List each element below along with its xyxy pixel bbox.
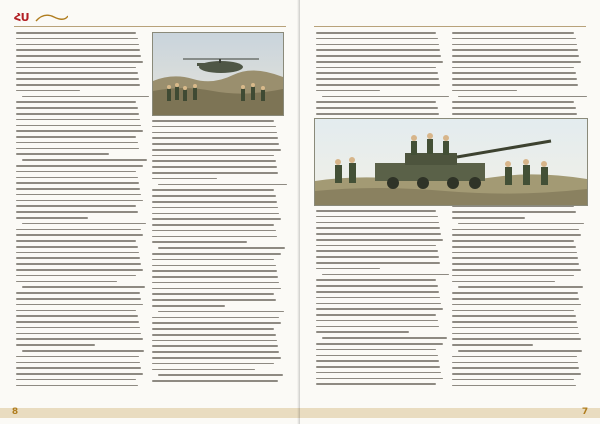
text-line	[16, 107, 138, 109]
text-line	[316, 210, 436, 212]
text-line	[152, 299, 276, 301]
text-line	[16, 338, 143, 340]
text-line	[16, 304, 143, 306]
text-line	[152, 363, 274, 365]
text-line	[152, 160, 276, 162]
text-line	[16, 101, 136, 103]
article-column	[316, 210, 444, 392]
text-line	[16, 130, 143, 132]
text-line	[152, 305, 225, 307]
text-line	[16, 61, 143, 63]
text-line	[452, 321, 577, 323]
text-line	[316, 55, 441, 57]
text-line	[316, 366, 440, 368]
text-line	[452, 263, 579, 265]
text-line	[458, 223, 584, 225]
text-line	[452, 90, 517, 92]
text-line	[452, 61, 581, 63]
text-line	[452, 234, 581, 236]
text-line	[16, 49, 140, 51]
text-line	[152, 334, 276, 336]
text-line	[152, 195, 276, 197]
text-line	[16, 113, 139, 115]
text-line	[152, 322, 281, 324]
text-line	[16, 211, 138, 213]
text-line	[316, 326, 439, 328]
page-number: 8	[11, 407, 19, 417]
text-line	[152, 126, 276, 128]
text-line	[458, 286, 583, 288]
text-line	[16, 362, 140, 364]
text-line	[16, 72, 138, 74]
text-line	[316, 72, 438, 74]
text-line	[452, 385, 576, 387]
text-line	[452, 55, 579, 57]
text-line	[152, 345, 278, 347]
text-line	[452, 44, 577, 46]
text-line	[22, 159, 147, 161]
text-line	[16, 246, 138, 248]
issue-line	[316, 12, 516, 20]
text-line	[316, 349, 436, 351]
text-line	[452, 107, 576, 109]
text-line	[16, 367, 141, 369]
text-line	[16, 44, 139, 46]
text-line	[16, 182, 139, 184]
text-line	[16, 327, 140, 329]
text-line	[316, 383, 436, 385]
text-line	[152, 137, 278, 139]
text-line	[316, 222, 439, 224]
page-footer	[300, 402, 600, 424]
right-page	[300, 0, 600, 424]
text-line	[316, 360, 439, 362]
text-line	[16, 142, 138, 144]
text-line	[16, 217, 88, 219]
text-line	[152, 328, 274, 330]
text-line	[152, 155, 274, 157]
text-line	[316, 297, 440, 299]
text-line	[152, 340, 277, 342]
text-line	[452, 338, 581, 340]
text-line	[452, 32, 574, 34]
text-line	[316, 113, 439, 115]
text-line	[16, 234, 143, 236]
text-line	[316, 61, 443, 63]
text-line	[452, 67, 574, 69]
text-line	[316, 279, 436, 281]
soldiers-at-artillery-photo	[314, 118, 588, 206]
text-line	[152, 213, 279, 215]
text-line	[152, 207, 278, 209]
text-line	[16, 379, 136, 381]
text-line	[16, 171, 136, 173]
text-line	[316, 268, 380, 270]
magazine-logo-icon	[14, 10, 68, 24]
text-line	[22, 350, 144, 352]
text-line	[16, 78, 139, 80]
text-line	[152, 270, 277, 272]
text-line	[152, 317, 279, 319]
text-line	[452, 229, 579, 231]
text-line	[316, 308, 443, 310]
text-line	[152, 236, 277, 238]
text-line	[16, 321, 139, 323]
text-line	[16, 298, 141, 300]
text-line	[152, 132, 277, 134]
text-line	[316, 245, 436, 247]
text-line	[452, 72, 576, 74]
text-line	[452, 298, 579, 300]
text-line	[16, 344, 95, 346]
text-line	[152, 259, 274, 261]
text-line	[16, 136, 136, 138]
text-line	[452, 275, 574, 277]
text-line	[16, 125, 141, 127]
issue-line	[72, 12, 272, 20]
text-line	[452, 240, 574, 242]
text-line	[458, 350, 582, 352]
text-line	[316, 331, 409, 333]
text-line	[152, 178, 217, 180]
text-line	[152, 172, 278, 174]
text-line	[152, 120, 274, 122]
text-line	[452, 38, 576, 40]
text-line	[16, 153, 109, 155]
text-line	[22, 96, 149, 98]
text-line	[16, 275, 136, 277]
helicopter-landing-photo	[152, 32, 284, 116]
text-line	[16, 356, 139, 358]
text-line	[16, 200, 143, 202]
text-line	[316, 250, 438, 252]
text-line	[158, 247, 285, 249]
text-line	[452, 49, 578, 51]
text-line	[152, 143, 279, 145]
text-line	[452, 246, 576, 248]
text-line	[16, 252, 139, 254]
text-line	[452, 315, 576, 317]
text-line	[316, 38, 438, 40]
text-line	[158, 311, 284, 313]
text-line	[16, 148, 139, 150]
text-line	[316, 90, 380, 92]
text-line	[316, 378, 443, 380]
text-line	[152, 166, 277, 168]
text-line	[152, 241, 247, 243]
text-line	[152, 293, 274, 295]
text-line	[452, 211, 576, 213]
text-line	[322, 274, 449, 276]
text-line	[452, 327, 578, 329]
text-line	[452, 367, 579, 369]
text-line	[16, 229, 141, 231]
text-line	[316, 216, 438, 218]
text-line	[16, 84, 140, 86]
text-line	[152, 276, 278, 278]
text-line	[316, 314, 436, 316]
article-column	[152, 120, 282, 392]
text-line	[452, 84, 578, 86]
text-line	[316, 262, 440, 264]
text-line	[452, 252, 577, 254]
text-line	[16, 281, 117, 283]
text-line	[152, 218, 281, 220]
footer-band	[300, 408, 600, 418]
text-line	[452, 304, 581, 306]
text-line	[316, 343, 443, 345]
text-line	[16, 333, 141, 335]
text-line	[152, 369, 255, 371]
text-line	[316, 227, 440, 229]
text-line	[452, 217, 525, 219]
text-line	[316, 303, 441, 305]
text-line	[158, 374, 283, 376]
text-line	[316, 372, 441, 374]
text-line	[452, 113, 577, 115]
text-line	[452, 292, 578, 294]
header-rule	[14, 26, 286, 27]
text-line	[316, 285, 438, 287]
text-line	[16, 310, 136, 312]
text-line	[16, 257, 140, 259]
text-line	[316, 320, 438, 322]
text-line	[316, 49, 440, 51]
text-line	[452, 78, 577, 80]
text-line	[22, 223, 146, 225]
text-line	[16, 292, 140, 294]
text-line	[316, 256, 439, 258]
text-line	[316, 355, 438, 357]
text-line	[16, 385, 138, 387]
text-line	[16, 269, 143, 271]
text-line	[452, 379, 574, 381]
text-line	[152, 253, 281, 255]
text-line	[316, 233, 441, 235]
text-line	[16, 205, 136, 207]
text-line	[16, 119, 140, 121]
text-line	[16, 373, 143, 375]
text-line	[16, 38, 138, 40]
text-line	[316, 44, 439, 46]
text-line	[152, 288, 281, 290]
text-line	[22, 286, 145, 288]
text-line	[16, 55, 141, 57]
text-line	[452, 310, 574, 312]
text-line	[152, 189, 274, 191]
text-line	[152, 230, 276, 232]
text-line	[152, 282, 279, 284]
text-line	[452, 269, 581, 271]
text-line	[16, 165, 143, 167]
text-line	[452, 281, 555, 283]
svg-text:ՀՍ: ՀՍ	[14, 11, 29, 24]
text-line	[16, 188, 140, 190]
text-line	[452, 362, 578, 364]
text-line	[16, 194, 141, 196]
text-line	[322, 337, 447, 339]
article-column	[452, 32, 582, 392]
header-rule	[314, 26, 586, 27]
text-line	[316, 67, 436, 69]
text-line	[158, 184, 287, 186]
text-line	[316, 84, 440, 86]
text-line	[316, 291, 439, 293]
text-line	[16, 263, 141, 265]
text-line	[316, 101, 436, 103]
text-line	[152, 149, 281, 151]
footer-band	[0, 408, 300, 418]
text-line	[152, 380, 278, 382]
text-line	[16, 67, 136, 69]
text-line	[452, 344, 533, 346]
article-column	[16, 32, 144, 392]
text-line	[322, 96, 449, 98]
text-line	[452, 101, 574, 103]
page-number: 7	[581, 407, 589, 417]
text-line	[316, 107, 438, 109]
text-line	[16, 315, 138, 317]
text-line	[452, 333, 579, 335]
text-line	[452, 356, 577, 358]
text-line	[16, 32, 136, 34]
text-line	[16, 177, 138, 179]
text-line	[152, 357, 281, 359]
text-line	[316, 78, 439, 80]
text-line	[152, 201, 277, 203]
text-line	[452, 373, 581, 375]
text-line	[316, 239, 443, 241]
text-line	[458, 96, 587, 98]
text-line	[16, 240, 136, 242]
page-footer	[0, 402, 300, 424]
text-line	[452, 257, 578, 259]
text-line	[152, 351, 279, 353]
text-line	[16, 90, 80, 92]
text-line	[152, 265, 276, 267]
text-line	[316, 32, 436, 34]
text-line	[152, 224, 274, 226]
